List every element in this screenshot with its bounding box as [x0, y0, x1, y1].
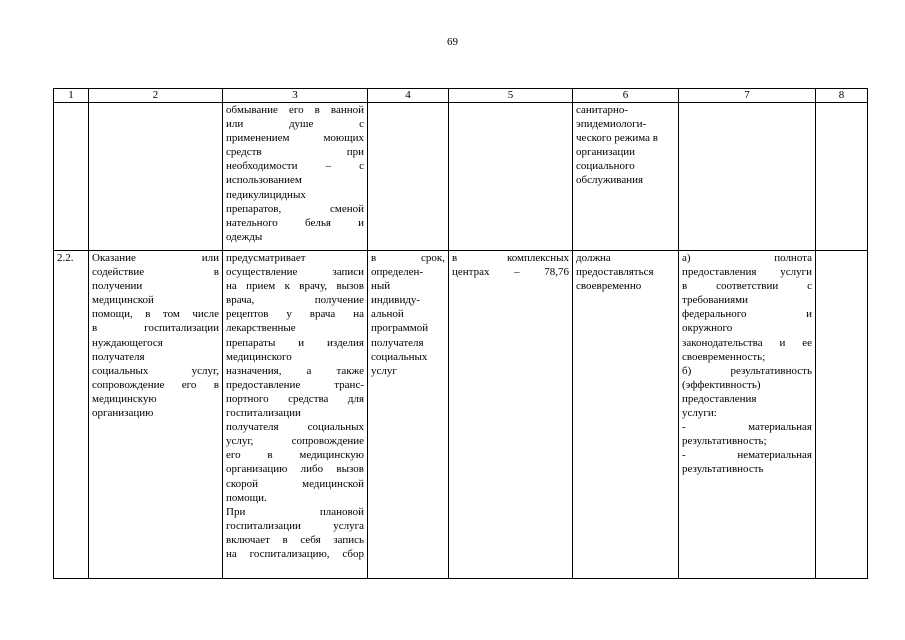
cell-text-line: рецептов у врача на: [226, 308, 364, 321]
cell-text-line: нательного белья и: [226, 216, 364, 229]
cell-text-line: на госпитализацию, сбор: [226, 547, 364, 560]
cell-text-line: своевременно: [576, 280, 642, 293]
cell-text-line: предоставляться: [576, 266, 654, 279]
cell-text-line: организации: [576, 146, 636, 159]
cell-text-line: санитарно-: [576, 104, 629, 116]
cell-text-line: определен-: [371, 266, 424, 279]
cell-text-line: госпитализации: [226, 407, 301, 420]
cell-text-line: центрах – 78,76: [452, 266, 569, 279]
cell-text-line: (эффективность): [682, 378, 761, 391]
cell-text-line: госпитализации услуга: [226, 519, 364, 532]
cell-text-line: необходимости – с: [226, 160, 364, 173]
cell-text-line: средств при: [226, 146, 364, 159]
cell-text-line: препаратов, сменой: [226, 202, 364, 215]
row1-description-cell: [223, 103, 368, 251]
row2-name-cell: [89, 251, 223, 579]
cell-text-line: в срок,: [371, 252, 445, 264]
row1-conditions-cell: [816, 103, 868, 251]
header-cell-7: 7: [679, 89, 816, 103]
cell-text-line: получателя: [92, 350, 145, 363]
cell-text-line: в соответствии с: [682, 280, 812, 293]
cell-text-line: педикулицидных: [226, 188, 306, 201]
cell-text-line: - материальная: [682, 421, 812, 434]
cell-text-line: своевременность;: [682, 350, 766, 363]
page-number: 69: [447, 36, 458, 48]
cell-text-line: содействие в: [92, 266, 219, 279]
cell-text-line: нуждающегося: [92, 336, 163, 349]
header-cell-6: 6: [573, 89, 679, 103]
table-row: [54, 251, 868, 579]
cell-text-line: использованием: [226, 174, 302, 187]
cell-text-line: портного средства для: [226, 392, 364, 405]
cell-text-line: в комплексных: [452, 252, 569, 264]
header-cell-4: 4: [368, 89, 449, 103]
cell-text-line: а) полнота: [682, 252, 812, 264]
row2-evaluation-cell: [679, 251, 816, 579]
header-cell-8: 8: [816, 89, 868, 103]
row1-term-cell: [368, 103, 449, 251]
header-cell-3: 3: [223, 89, 368, 103]
table-row: [54, 103, 868, 251]
row2-number-cell: 2.2.: [54, 251, 89, 579]
cell-text-line: индивиду-: [371, 294, 421, 307]
cell-text-line: должна: [576, 252, 611, 264]
cell-text-line: медицинскую: [92, 392, 157, 405]
cell-text-line: врача, получение: [226, 294, 364, 307]
row2-term-cell: [368, 251, 449, 579]
cell-text-line: лекарственные: [226, 322, 296, 335]
cell-text-line: требованиями: [682, 294, 749, 307]
cell-text-line: предоставления услуги: [682, 266, 812, 279]
row2-conditions-cell: [816, 251, 868, 579]
cell-text-line: включает в себя запись: [226, 533, 364, 546]
cell-text-line: предусматривает: [226, 252, 306, 264]
cell-text-line: услуги:: [682, 407, 717, 420]
row2-description-cell: [223, 251, 368, 579]
row1-number-cell: [54, 103, 89, 251]
cell-text-line: осуществление записи: [226, 266, 364, 279]
cell-text-line: предоставления: [682, 392, 757, 405]
cell-text-line: программой: [371, 322, 429, 335]
cell-text-line: препараты и изделия: [226, 336, 364, 349]
cell-text-line: получателя социальных: [226, 421, 364, 434]
services-table: [53, 88, 868, 579]
cell-text-line: - нематериальная: [682, 449, 812, 462]
cell-text-line: При плановой: [226, 505, 364, 518]
cell-text-line: получателя: [371, 336, 424, 349]
cell-text-line: применением моющих: [226, 132, 364, 145]
header-cell-5: 5: [449, 89, 573, 103]
cell-text-line: скорой медицинской: [226, 477, 364, 490]
cell-text-line: Оказание или: [92, 252, 219, 264]
cell-text-line: социальных услуг,: [92, 364, 219, 377]
header-cell-1: 1: [54, 89, 89, 103]
cell-text-line: помощи, в том числе: [92, 308, 219, 321]
cell-text-line: медицинской: [92, 294, 154, 307]
cell-text-line: назначения, а также: [226, 364, 364, 377]
cell-text-line: или душе с: [226, 118, 364, 131]
cell-text-line: ный: [371, 280, 391, 293]
cell-text-line: эпидемиологи-: [576, 118, 647, 131]
cell-text-line: организацию либо вызов: [226, 463, 364, 476]
row1-evaluation-cell: [679, 103, 816, 251]
cell-text-line: обслуживания: [576, 174, 644, 187]
cell-text-line: обмывание его в ванной: [226, 104, 364, 116]
cell-text-line: помощи.: [226, 491, 267, 504]
cell-text-line: предоставление транс-: [226, 378, 364, 391]
cell-text-line: медицинского: [226, 350, 292, 363]
cell-text-line: в госпитализации: [92, 322, 219, 335]
row2-tariff-cell: [449, 251, 573, 579]
cell-text-line: окружного: [682, 322, 733, 335]
header-cell-2: 2: [89, 89, 223, 103]
cell-text-line: организацию: [92, 407, 154, 420]
cell-text-line: ческого режима в: [576, 132, 658, 145]
cell-text-line: услуг, сопровождение: [226, 435, 364, 448]
cell-text-line: социальных: [371, 350, 428, 363]
cell-text-line: на прием к врачу, вызов: [226, 280, 364, 293]
cell-text-line: б) результативность: [682, 364, 812, 377]
cell-text-line: социального: [576, 160, 635, 173]
header-row: [54, 89, 868, 103]
cell-text-line: результативность;: [682, 435, 767, 448]
cell-text-line: сопровождение его в: [92, 378, 219, 391]
cell-text-line: законодательства и ее: [682, 336, 812, 349]
row1-name-cell: [89, 103, 223, 251]
cell-text-line: его в медицинскую: [226, 449, 364, 462]
cell-text-line: федерального и: [682, 308, 812, 321]
row1-tariff-cell: [449, 103, 573, 251]
row1-indicators-cell: [573, 103, 679, 251]
cell-text-line: получении: [92, 280, 143, 293]
cell-text-line: услуг: [371, 364, 397, 377]
row2-indicators-cell: [573, 251, 679, 579]
cell-text-line: альной: [371, 308, 404, 321]
cell-text-line: результативность: [682, 463, 764, 476]
cell-text-line: одежды: [226, 230, 263, 243]
